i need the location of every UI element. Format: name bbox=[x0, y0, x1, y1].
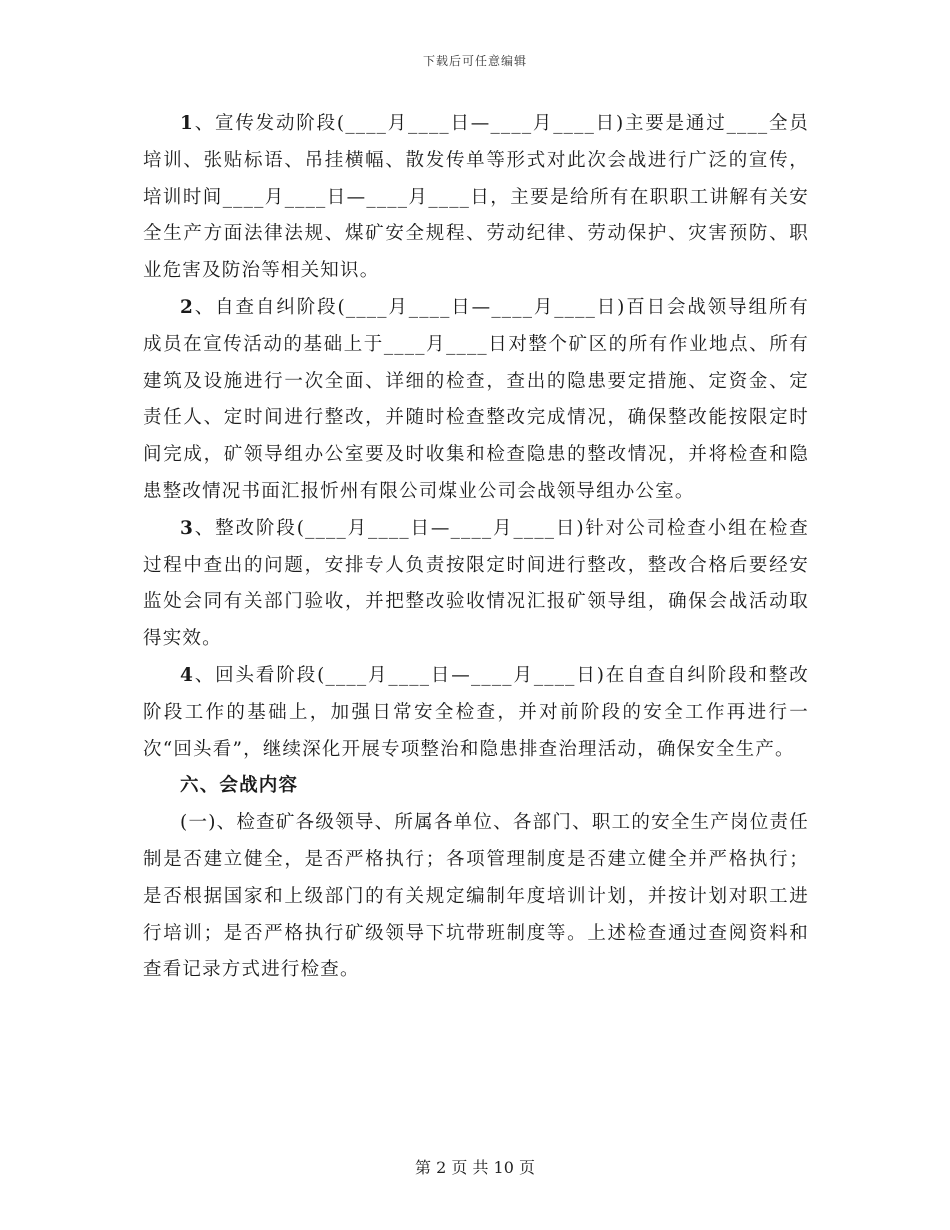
section-3-text: 、整改阶段(____月____日—____月____日)针对公司检查小组在检查过程中查出的问题，安排专人负责按限定时间进行整改，整改合格后要经安监处会同有关部门验收，并把整改验收情况汇报矿领导组，确保会战活动取得实效。 bbox=[143, 517, 809, 650]
section-3-paragraph bbox=[143, 511, 809, 658]
section-4-text: 、回头看阶段(____月____日—____月____日)在自查自纠阶段和整改阶段工作的基础上，加强日常安全检查，并对前阶段的安全工作再进行一次“回头看”，继续深化开展专项整治和隐患排查治理活动，确保安全生产。 bbox=[143, 664, 809, 760]
page-number-footer: 第 2 页 共 10 页 bbox=[415, 1158, 535, 1177]
section-2-number: 2 bbox=[180, 296, 195, 318]
section-2-text: 、自查自纠阶段(____月____日—____月____日)百日会战领导组所有成员在宣传活动的基础上于____月____日对整个矿区的所有作业地点、所有建筑及设施进行一次全面、详细的检查，查出的隐患要定措施、定资金、定责任人、定时间进行整改，并随时检查整改完成情况，确保整改能按限定时间完成，矿领导组办公室要及时收集和检查隐患的整改情况，并将检查和隐患整改情况书面汇报忻州有限公司煤业公司会战领导组办公室。 bbox=[143, 296, 809, 502]
section-4-number: 4 bbox=[180, 664, 195, 686]
section-1-paragraph bbox=[143, 106, 809, 290]
section-3-number: 3 bbox=[180, 517, 195, 539]
page-header: 下载后可任意编辑 bbox=[422, 54, 527, 68]
section-1-number: 1 bbox=[180, 113, 195, 134]
section-six-heading: 六、会战内容 bbox=[180, 775, 299, 797]
section-1-text: 、宣传发动阶段(____月____日—____月____日)主要是通过____全员培训、张贴标语、吊挂横幅、散发传单等形式对此次会战进行广泛的宣传，培训时间____月____日—____月____日，主要是给所有在职职工讲解有关安全生产方面法律法规、煤矿安全规程、劳动纪律、劳动保护、灾害预防、职业危害及防治等相关知识。 bbox=[143, 113, 809, 282]
content-one-paragraph: (一)、检查矿各级领导、所属各单位、各部门、职工的安全生产岗位责任制是否建立健全，是否严格执行；各项管理制度是否建立健全并严格执行；是否根据国家和上级部门的有关规定编制年度培训计划，并按计划对职工进行培训；是否严格执行矿级领导下坑带班制度等。上述检查通过查阅资料和查看记录方式进行检查。 bbox=[143, 812, 809, 981]
document-body bbox=[143, 106, 809, 989]
section-2-paragraph bbox=[143, 290, 809, 511]
section-4-paragraph bbox=[143, 658, 809, 768]
